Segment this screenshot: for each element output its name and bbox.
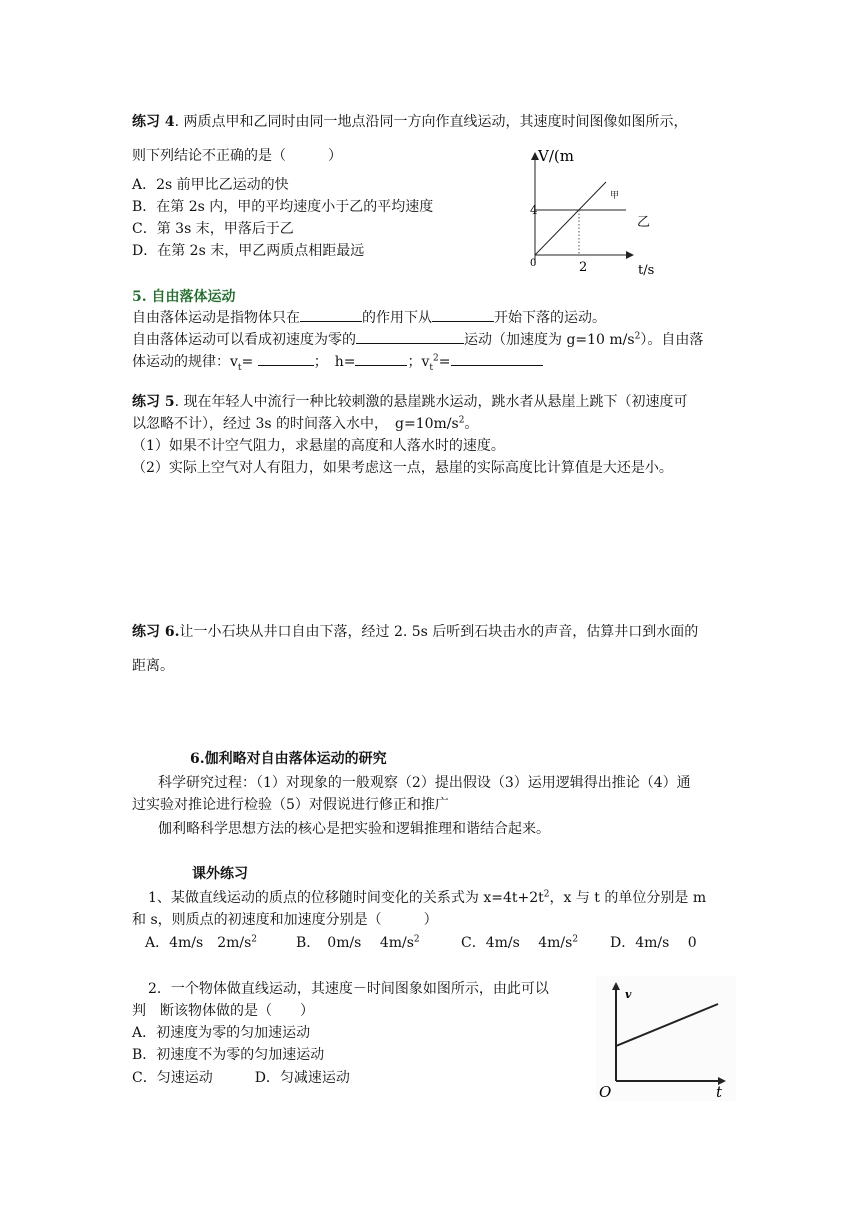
blank-vt [258,351,314,366]
graph2-x-label: t [716,1083,723,1101]
graph1-x-tick: 2 [579,260,588,275]
ex6-line1: 练习 6.让一小石块从井口自由下落，经过 2. 5s 后听到石块击水的声音，估算井口到水面的 [132,624,699,640]
ex4-option-c: C．第 3s 末，甲落后于乙 [132,221,294,237]
graph1-x-arrow-icon [626,251,634,259]
sec6-para1-line1: 科学研究过程：（1）对现象的一般观察（2）提出假设（3）运用逻辑得出推论（4）通 [158,775,691,791]
graph1-jia-label: 甲 [610,191,620,201]
sec6-para2: 伽利略科学思想方法的核心是把实验和逻辑推理和谐结合起来。 [158,821,550,837]
extra-q2-velocity-time-graph [596,976,736,1101]
ex4-stem-line2: 则下列结论不正确的是（ ） [132,148,342,164]
graph1-y-label: V/(m [538,147,574,165]
ex6-line2: 距离。 [132,658,174,674]
ex5-line1: 练习 5. 现在年轻人中流行一种比较刺激的悬崖跳水运动，跳水者从悬崖上跳下（初速度可 [132,394,688,410]
graph1-y-tick: 4 [530,203,538,217]
graph1-origin: 0 [530,258,537,269]
ex6-label: 练习 6. [132,624,180,640]
graph2-y-label: v [625,988,632,1001]
ex5-question1: （1）如果不计空气阻力，求悬崖的高度和人落水时的速度。 [132,438,505,454]
ex5-label: 练习 5 [132,394,175,410]
sec5-title: 5. 自由落体运动 [132,289,236,305]
blank-motion-type [356,329,464,344]
extra-q2-line1: 2．一个物体做直线运动，其速度－时间图象如图所示，由此可以 [148,981,549,997]
ex5-question2: （2）实际上空气对人有阻力，如果考虑这一点，悬崖的实际高度比计算值是大还是小。 [132,460,673,476]
sec5-line1: 自由落体运动是指物体只在 的作用下从 开始下落的运动。 [132,307,606,328]
blank-force [300,307,362,322]
extra-q1-line1: 1、某做直线运动的质点的位移随时间变化的关系式为 $x=4t+2t^2$，x 与 t 的单位分别是 m [148,889,707,906]
extra-q1-option-b: B． 0m/s $4m/s^2$ [296,934,420,951]
graph1-yi-label: 乙 [637,215,651,230]
extra-title: 课外练习 [192,866,248,882]
ex4-velocity-time-graph [520,140,670,280]
sec5-line2: 自由落体运动可以看成初速度为零的 运动（加速度为 g=10 $m/s^2$）。自由落 [132,329,703,350]
ex4-label: 练习 4 [132,114,175,130]
graph1-line-jia [535,182,606,255]
extra-q2-line2: 判 断该物体做的是（ ） [132,1003,314,1019]
extra-q2-option-a: A．初速度为零的匀加速运动 [132,1025,311,1041]
ex4-option-b: B．在第 2s 内，甲的平均速度小于乙的平均速度 [132,199,434,215]
sec6-title: 6.伽利略对自由落体运动的研究 [190,751,387,767]
ex4-option-d: D．在第 2s 末，甲乙两质点相距最远 [132,243,365,259]
graph2-origin: O [599,1083,612,1101]
sec5-line3: 体运动的规律：$v_t=$ ； h= ；$v_t^2=$ [132,351,543,372]
extra-q1-option-c: C．4m/s $4m/s^2$ [461,934,579,951]
graph1-x-label: t/s [638,263,655,278]
blank-state [432,307,494,322]
sec6-para1-line2: 过实验对推论进行检验（5）对假说进行修正和推广 [132,797,449,813]
extra-q2-option-c-d: C．匀速运动 D．匀减速运动 [132,1070,350,1086]
extra-q1-option-a: A．4m/s $2m/s^2$ [145,934,258,951]
ex5-line2: 以忽略不计），经过 3s 的时间落入水中， $g=10m/s^2$。 [132,415,479,432]
ex4-option-a: A．2s 前甲比乙运动的快 [132,177,289,193]
ex4-stem-line1: 练习 4. 两质点甲和乙同时由同一地点沿同一方向作直线运动，其速度时间图像如图所示， [132,114,688,130]
extra-q1-option-d: D．4m/s 0 [610,935,697,951]
extra-q1-line2: 和 s，则质点的初速度和加速度分别是（ ） [132,912,438,928]
extra-q2-option-b: B．初速度不为零的匀加速运动 [132,1047,325,1063]
blank-h [355,351,407,366]
blank-vt2 [451,351,543,366]
